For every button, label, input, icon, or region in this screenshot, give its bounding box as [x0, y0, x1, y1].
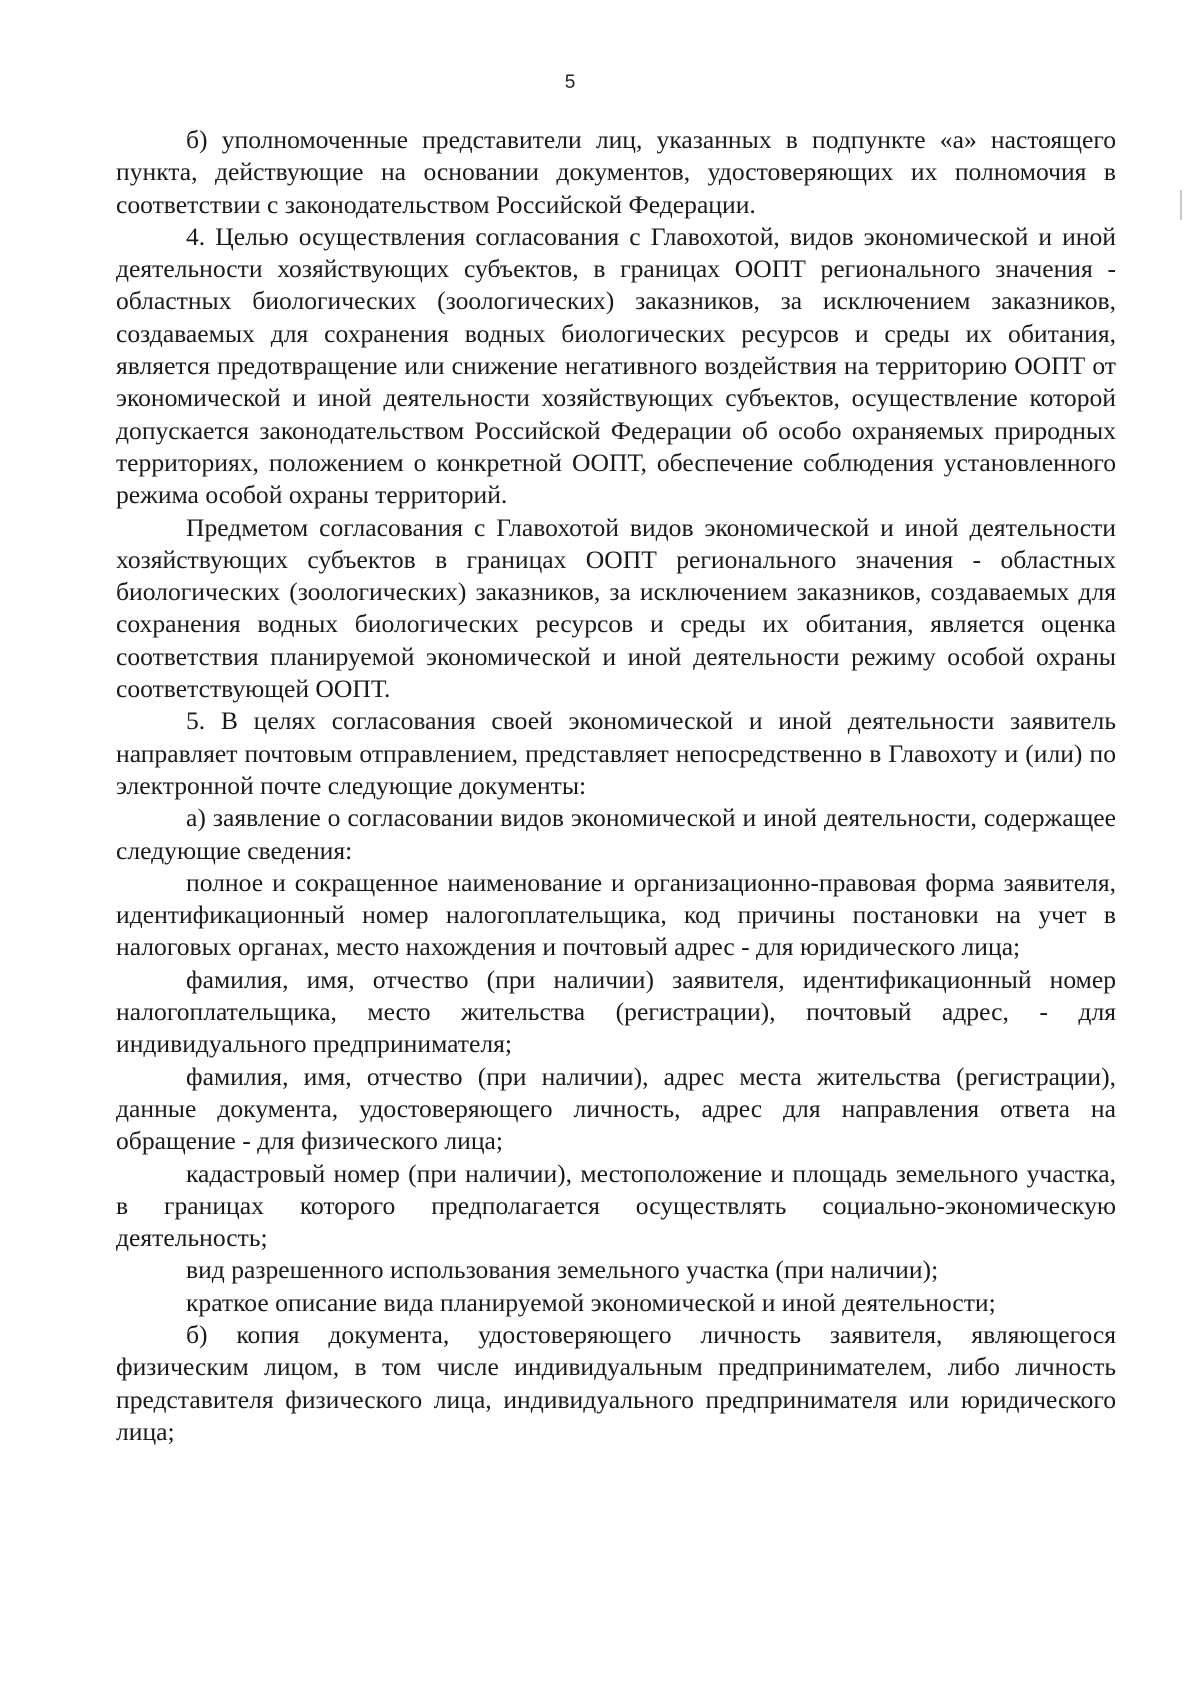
paragraph-4-purpose: 4. Целью осуществления согласования с Главохотой, видов экономической и иной деятельности хозяйствующих субъектов, в границах ООПТ регионального значения - областных биологических (зоологических) заказников, за исключением заказников, создаваемых для сохранения водных биологических ресурсов и среды их обитания, является предотвращение или снижение негативного воздействия на территорию ООПТ от экономической и иной деятельности хозяйствующих субъектов, осуществление которой допускается законодательством Российской Федерации об особо охраняемых природных территориях, положением о конкретной ООПТ, обеспечение соблюдения установленного режима особой охраны территорий. [116, 221, 1116, 510]
list-item-cadastral-number: кадастровый номер (при наличии), местоположение и площадь земельного участка, в границах которого предполагается осуществлять социально-экономическую деятельность; [116, 1158, 1116, 1253]
list-item-activity-description: краткое описание вида планируемой экономической и иной деятельности; [186, 1287, 996, 1317]
paragraph-5-documents: 5. В целях согласования своей экономической и иной деятельности заявитель направляет почтовым отправлением, представляет непосредственно в Главохоту и (или) по электронной почте следующие документы: [116, 706, 1116, 800]
paragraph-5b-identity-copy: б) копия документа, удостоверяющего личность заявителя, являющегося физическим лицом, в том числе индивидуальным предпринимателем, либо личность представителя физического лица, индивидуального предпринимателя или юридического лица; [116, 1319, 1116, 1446]
paragraph-5a-application: а) заявление о согласовании видов экономической и иной деятельности, содержащее следующие сведения: [116, 803, 1116, 865]
scan-artifact-mark [1180, 190, 1182, 220]
list-item-legal-entity: полное и сокращенное наименование и организационно-правовая форма заявителя, идентификационный номер налогоплательщика, код причины постановки на учет в налоговых органах, место нахождения и почтовый адрес - для юридического лица; [116, 867, 1116, 962]
paragraph-subject-of-approval: Предметом согласования с Главохотой видов экономической и иной деятельности хозяйствующих субъектов в границах ООПТ регионального значения - областных биологических (зоологических) заказников, за исключением заказников, создаваемых для сохранения водных биологических ресурсов и среды их обитания, является оценка соответствия планируемой экономической и иной деятельности режиму особой охраны соответствующей ООПТ. [116, 512, 1116, 704]
paragraph-3b-representatives: б) уполномоченные представители лиц, указанных в подпункте «а» настоящего пункта, действующие на основании документов, удостоверяющих их полномочия в соответствии с законодательством Российской Федерации. [116, 125, 1116, 219]
list-item-individual-entrepreneur: фамилия, имя, отчество (при наличии) заявителя, идентификационный номер налогоплательщика, место жительства (регистрации), почтовый адрес, - для индивидуального предпринимателя; [116, 964, 1116, 1059]
list-item-permitted-use: вид разрешенного использования земельного участка (при наличии); [186, 1255, 939, 1285]
list-item-natural-person: фамилия, имя, отчество (при наличии), адрес места жительства (регистрации), данные документа, удостоверяющего личность, адрес для направления ответа на обращение - для физического лица; [116, 1061, 1116, 1156]
page-number: 5 [564, 72, 576, 93]
document-body [116, 124, 1116, 1448]
